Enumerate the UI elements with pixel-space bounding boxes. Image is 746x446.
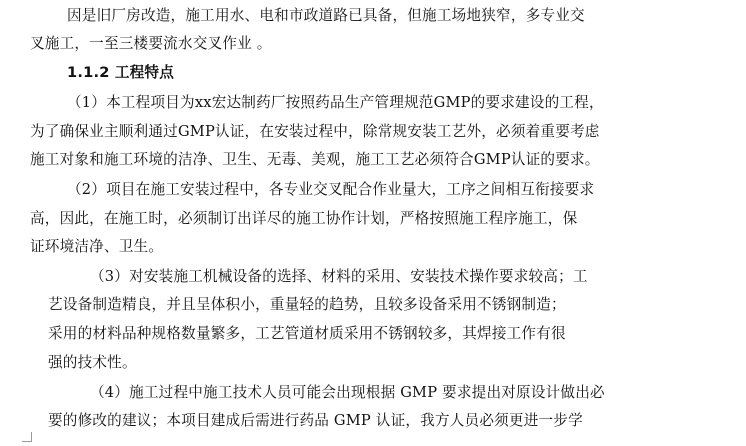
paragraph-line: 为了确保业主顺利通过GMP认证，在安装过程中，除常规安装工艺外，必须着重要考虑 [30, 123, 600, 140]
paragraph-line: （4）施工过程中施工技术人员可能会出现根据 GMP 要求提出对原设计做出必 [90, 384, 605, 401]
paragraph-line: （3）对安装施工机械设备的选择、材料的采用、安装技术操作要求较高；工 [90, 268, 588, 285]
paragraph-line: 强的技术性。 [48, 354, 137, 371]
paragraph-line: 采用的材料品种规格数量繁多，工艺管道材质采用不锈钢较多，其焊接工作有很 [48, 325, 566, 342]
paragraph-line: （1）本工程项目为xx宏达制药厂按照药品生产管理规范GMP的要求建设的工程， [67, 94, 604, 111]
paragraph-line: 艺设备制造精良，并且呈体积小，重量轻的趋势，且较多设备采用不锈钢制造； [48, 296, 566, 313]
paragraph-line: 证环境洁净、卫生。 [30, 238, 164, 255]
paragraph-line: 叉施工，一至三楼要流水交叉作业 。 [30, 35, 272, 52]
paragraph-line: （2）项目在施工安装过程中，各专业交叉配合作业量大，工序之间相互衔接要求 [67, 181, 595, 198]
paragraph-line: 高，因此，在施工时，必须制订出详尽的施工协作计划，严格按照施工程序施工，保 [30, 210, 578, 227]
section-heading: 1.1.2 工程特点 [67, 64, 175, 81]
paragraph-line: 因是旧厂房改造，施工用水、电和市政道路已具备，但施工场地狭窄，多专业交 [67, 7, 585, 24]
paragraph-line: 要的修改的建议；本项目建成后需进行药品 GMP 认证，我方人员必须更进一步学 [48, 412, 583, 429]
paragraph-line: 施工对象和施工环境的洁净、卫生、无毒、美观，施工工艺必须符合GMP认证的要求。 [30, 151, 600, 168]
page-margin-marker [22, 432, 32, 442]
